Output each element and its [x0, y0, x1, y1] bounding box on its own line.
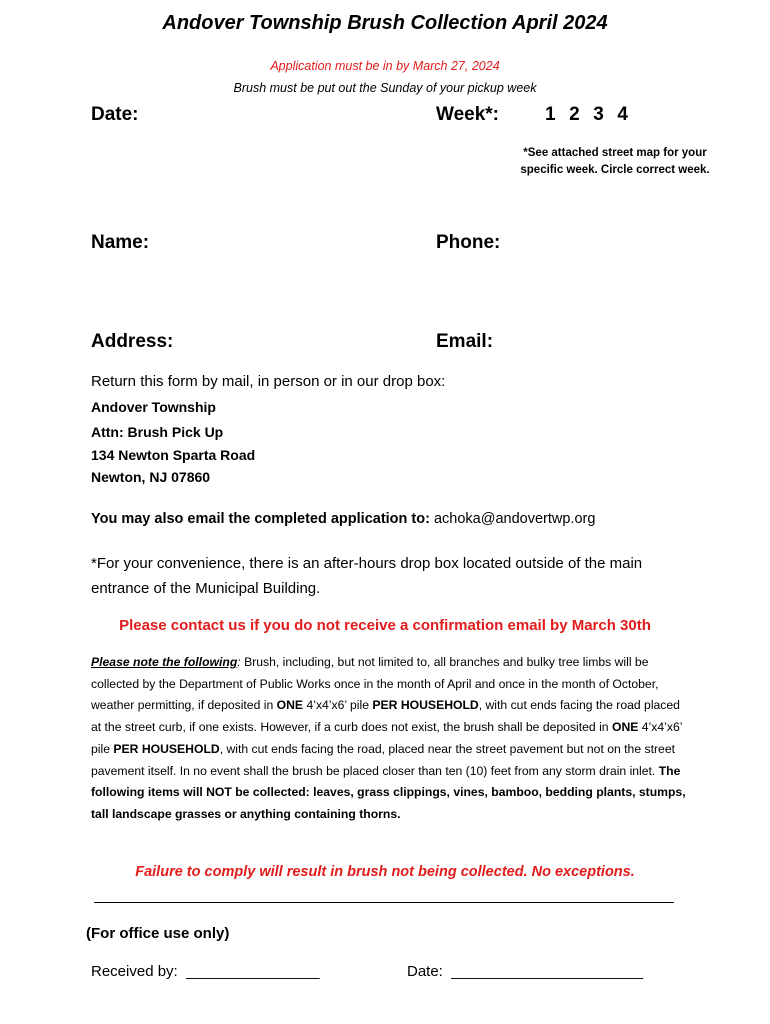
notice-text-5: , with cut ends facing the road, placed near the street pavement but not on the street pavement itself. In no event shall the brush be placed closer than ten (10) feet from any storm drain inlet. [91, 741, 675, 778]
notice-text-2: 4’x4’x6’ pile [306, 698, 370, 713]
week-option-4[interactable]: 4 [617, 104, 629, 125]
date-label: Date: [91, 104, 139, 125]
office-date [407, 963, 643, 980]
deadline-notice: Application must be in by March 27, 2024 [270, 59, 500, 73]
notice-text-4: 4’x4’x6’ pile [91, 720, 682, 756]
office-date-label: Date: [407, 963, 443, 980]
notice-per-household-2: PER HOUSEHOLD [113, 741, 220, 756]
email-line [91, 511, 595, 527]
notice-one-2: ONE [611, 720, 639, 735]
notice-paragraph: Please note the following: Brush, including, but not limited to, all branches and bulky tree limbs will be collected by the Department of Public Works once in the month of April and once in the month of October, weather permitting, if deposited in ONE 4’x4’x6’ pile PER HOUSEHOLD, with cut ends facing the road placed at the street curb, if one exists. However, if a curb does not exist, the brush shall be deposited in ONE 4’x4’x6’ pile PER HOUSEHOLD, with cut ends facing the road, placed near the street pavement but not on the street pavement itself. In no event shall the brush be placed closer than ten (10) feet from any storm drain inlet. The following items will NOT be collected: leaves, grass clippings, vines, bamboo, bedding plants, stumps, tall landscape grasses or anything containing thorns. [91, 655, 686, 821]
return-intro: Return this form by mail, in person or in our drop box: [91, 373, 446, 390]
notice-per-household-1: PER HOUSEHOLD [372, 698, 479, 713]
notice-not-collected: The following items will NOT be collected: leaves, grass clippings, vines, bamboo, bedding plants, stumps, tall landscape grasses or anything containing thorns. [91, 763, 686, 821]
week-note: *See attached street map for your specific week. Circle correct week. [520, 147, 710, 176]
email-prefix: You may also email the completed application to: [91, 511, 430, 527]
received-line: ________________ [186, 963, 320, 980]
confirmation-notice: Please contact us if you do not receive a confirmation email by March 30th [119, 617, 651, 634]
notice-text-1: Brush, including, but not limited to, all branches and bulky tree limbs will be collected by the Department of Public Works once in the month of April and once in the month of October, weather permitting, if deposited in [91, 655, 659, 713]
pickup-instruction: Brush must be put out the Sunday of your pickup week [233, 81, 537, 95]
divider [94, 902, 674, 903]
received-label: Received by: [91, 963, 178, 980]
week-label: Week*: [436, 104, 500, 125]
page-title: Andover Township Brush Collection April 2024 [162, 12, 608, 34]
contact-email[interactable]: achoka@andovertwp.org [433, 511, 596, 527]
week-option-3[interactable]: 3 [593, 104, 605, 125]
phone-label: Phone: [436, 232, 501, 253]
office-date-line: _______________________ [451, 963, 644, 980]
return-street: 134 Newton Sparta Road [91, 447, 256, 463]
return-city: Newton, NJ 07860 [91, 469, 211, 485]
return-org: Andover Township [91, 399, 216, 415]
return-attn: Attn: Brush Pick Up [91, 424, 224, 440]
dropbox-note: *For your convenience, there is an after-hours drop box located outside of the main entrance of the Municipal Building. [91, 555, 643, 597]
name-label: Name: [91, 232, 150, 253]
notice-one-1: ONE [276, 698, 304, 713]
address-label: Address: [91, 331, 174, 352]
notice-text-3: , with cut ends facing the road placed at the street curb, if one exists. However, if a curb does not exist, the brush shall be deposited in [91, 698, 680, 735]
email-label: Email: [436, 331, 494, 352]
notice-heading: Please note the following [91, 655, 238, 669]
office-heading: (For office use only) [86, 925, 230, 942]
week-options[interactable] [545, 104, 629, 126]
received-by [91, 963, 320, 980]
warning-text: Failure to comply will result in brush not being collected. No exceptions. [135, 864, 635, 880]
week-option-2[interactable]: 2 [569, 104, 581, 125]
week-option-1[interactable]: 1 [545, 104, 557, 125]
